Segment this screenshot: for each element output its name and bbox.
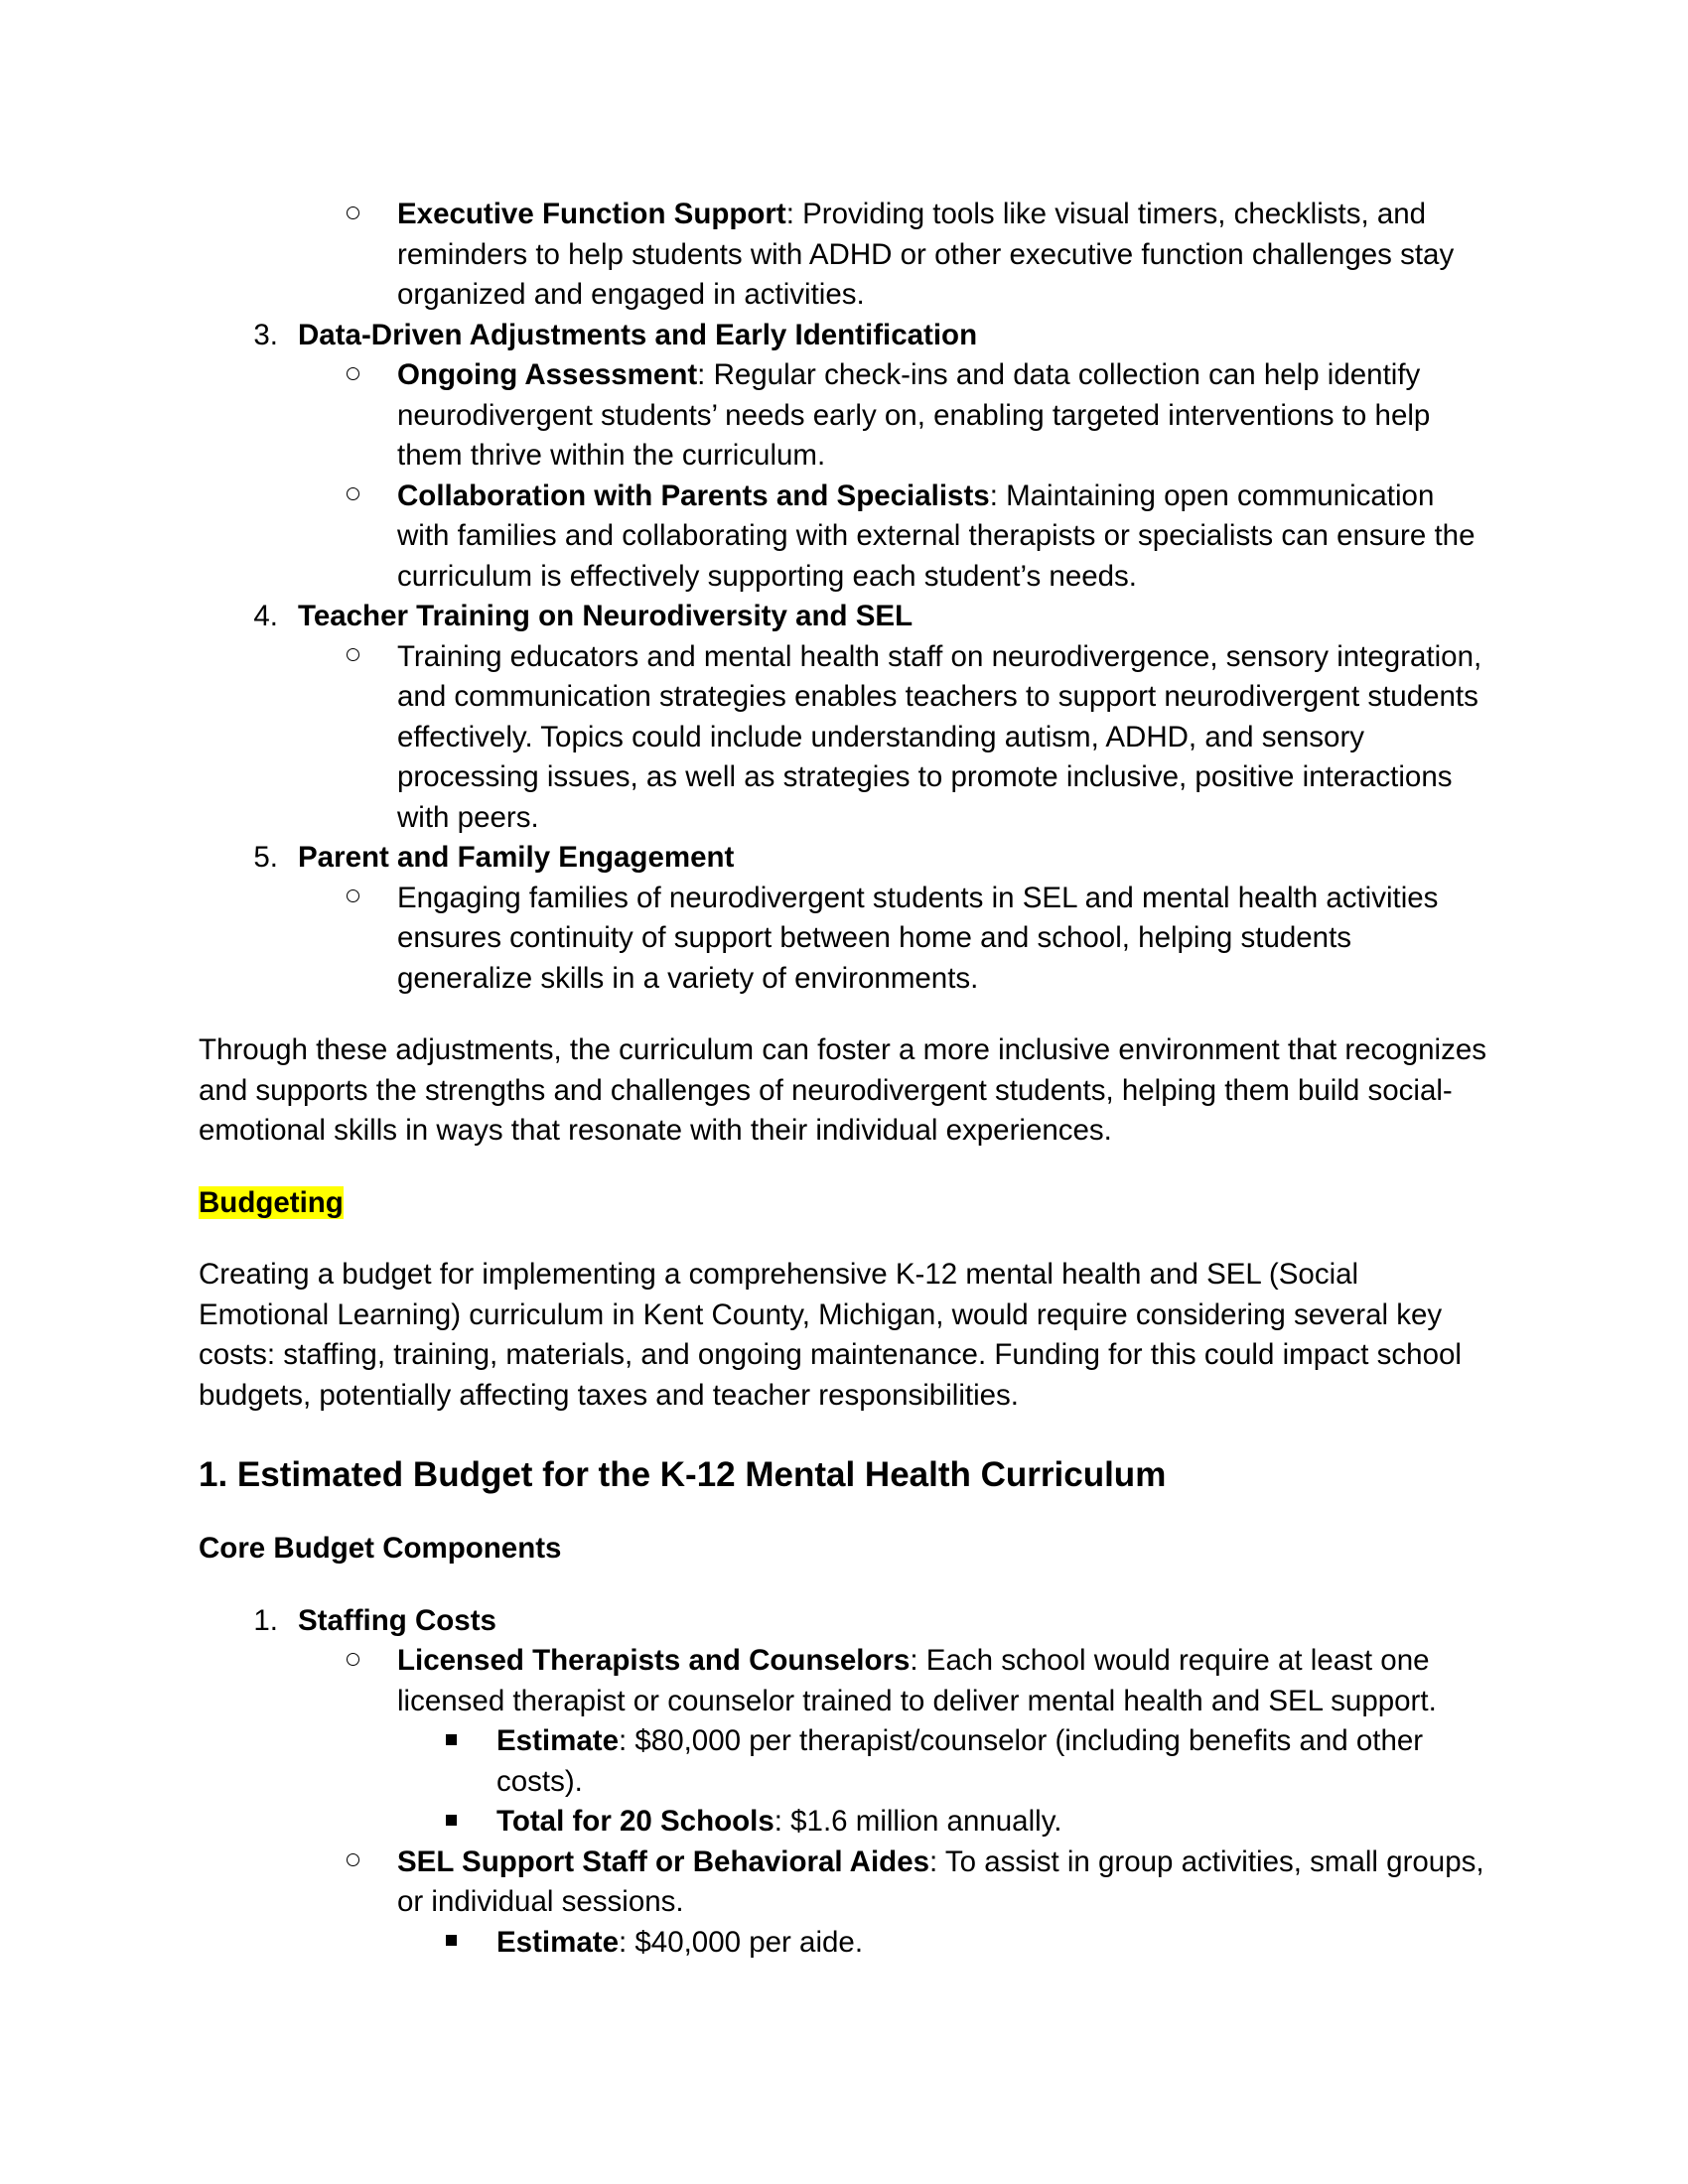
hollow-bullet-icon bbox=[347, 355, 376, 396]
hollow-bullet-icon bbox=[347, 637, 376, 678]
list-item-3 bbox=[199, 316, 1489, 356]
bullet-aides bbox=[199, 1843, 1489, 1923]
sub-bullet-label: Estimate bbox=[496, 1724, 619, 1757]
hollow-bullet-icon bbox=[347, 1641, 376, 1682]
hollow-bullet-icon bbox=[347, 477, 376, 517]
sub-bullet-therapist-estimate bbox=[199, 1721, 1489, 1802]
bullet-text: : Each school would require at least one licensed therapist or counselor trained to deliver mental health and SEL support. bbox=[397, 1644, 1437, 1717]
list-item-title: Parent and Family Engagement bbox=[298, 841, 735, 874]
hollow-bullet-icon bbox=[347, 195, 376, 235]
bullet-teacher-training bbox=[199, 637, 1489, 839]
list-number: 4. bbox=[253, 600, 278, 632]
budgeting-paragraph: Creating a budget for implementing a comprehensive K-12 mental health and SEL (Social Emotional Learning) curriculum in Kent County, Michigan, would require considering several key costs: staffing, training, materials, and ongoing maintenance. Funding for this could impact school budgets, potentially affecting taxes and teacher responsibilities. bbox=[199, 1258, 1462, 1412]
list-item-title: Teacher Training on Neurodiversity and SEL bbox=[298, 600, 914, 632]
sub-bullet-label: Total for 20 Schools bbox=[496, 1805, 774, 1838]
bullet-title: Executive Function Support bbox=[397, 198, 786, 230]
subsection-heading: Core Budget Components bbox=[199, 1532, 562, 1565]
hollow-bullet-icon bbox=[347, 879, 376, 919]
hollow-bullet-icon bbox=[347, 1843, 376, 1883]
sub-bullet-text: : $40,000 per aide. bbox=[618, 1925, 864, 1959]
section-heading: 1. Estimated Budget for the K-12 Mental Health Curriculum bbox=[199, 1455, 1167, 1494]
square-bullet-icon bbox=[446, 1721, 476, 1762]
bullet-title: Collaboration with Parents and Specialists bbox=[397, 478, 990, 512]
list-item-4 bbox=[199, 597, 1489, 637]
bullet-title: SEL Support Staff or Behavioral Aides bbox=[397, 1844, 930, 1878]
bullet-text: Engaging families of neurodivergent students in SEL and mental health activities ensures continuity of support between home and school, helping students generalize skills in a variety of environments. bbox=[397, 881, 1439, 995]
document-page bbox=[199, 195, 1489, 1963]
bullet-title: Ongoing Assessment bbox=[397, 358, 698, 391]
bullet-text: : Regular check-ins and data collection can help identify neurodivergent students’ needs early on, enabling targeted interventions to help them thrive within the curriculum. bbox=[397, 358, 1431, 472]
sub-bullet-text: : $80,000 per therapist/counselor (including benefits and other costs). bbox=[496, 1724, 1424, 1798]
budgeting-label-row bbox=[199, 1183, 1489, 1224]
sub-bullet-aide-estimate bbox=[199, 1923, 1489, 1964]
list-item-5 bbox=[199, 838, 1489, 879]
square-bullet-icon bbox=[446, 1802, 476, 1843]
bullet-text: : Providing tools like visual timers, checklists, and reminders to help students with ADHD or other executive function challenges stay organized and engaged in activities. bbox=[397, 198, 1455, 311]
budgeting-highlight-label: Budgeting bbox=[199, 1185, 344, 1219]
list-item-title: Staffing Costs bbox=[298, 1603, 496, 1637]
bullet-executive-function bbox=[199, 195, 1489, 316]
list-number: 1. bbox=[253, 1603, 278, 1637]
sub-bullet-label: Estimate bbox=[496, 1925, 619, 1959]
sub-bullet-text: : $1.6 million annually. bbox=[774, 1805, 1062, 1838]
bullet-family-engagement bbox=[199, 879, 1489, 1000]
list-number: 3. bbox=[253, 318, 278, 351]
bullet-title: Licensed Therapists and Counselors bbox=[397, 1644, 911, 1677]
bullet-text: Training educators and mental health staff on neurodivergence, sensory integration, and communication strategies enables teachers to support neurodivergent students effectively. Topics could include understanding autism, ADHD, and sensory processing issues, as well as strategies to promote inclusive, positive interactions with peers. bbox=[397, 639, 1482, 834]
bullet-text: : To assist in group activities, small groups, or individual sessions. bbox=[397, 1844, 1484, 1918]
list-item-staffing bbox=[199, 1601, 1489, 1642]
sub-bullet-therapist-total bbox=[199, 1802, 1489, 1843]
square-bullet-icon bbox=[446, 1923, 476, 1964]
bullet-therapists bbox=[199, 1641, 1489, 1721]
list-item-title: Data-Driven Adjustments and Early Identification bbox=[298, 318, 978, 351]
bullet-ongoing-assessment bbox=[199, 355, 1489, 477]
bullet-text: : Maintaining open communication with families and collaborating with external therapists or specialists can ensure the curriculum is effectively supporting each student’s needs. bbox=[397, 478, 1476, 593]
closing-paragraph: Through these adjustments, the curriculum can foster a more inclusive environment that recognizes and supports the strengths and challenges of neurodivergent students, helping them build social-emotional skills in ways that resonate with their individual experiences. bbox=[199, 1033, 1486, 1147]
list-number: 5. bbox=[253, 841, 278, 874]
bullet-collaboration bbox=[199, 477, 1489, 598]
